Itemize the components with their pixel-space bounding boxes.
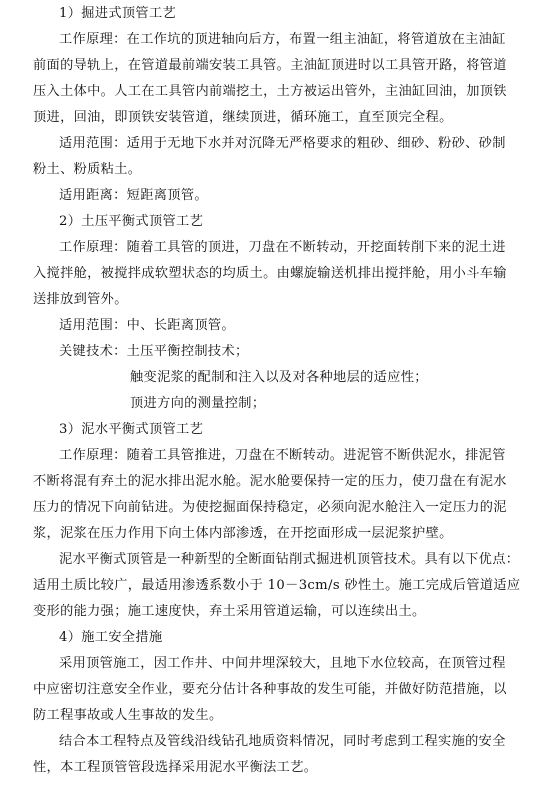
paragraph-line: 适用范围：适用于无地下水并对沉降无严格要求的粗砂、细砂、粉砂、砂制 <box>59 136 506 151</box>
paragraph-line: 工作原理：随着工具管推进，刀盘在不断转动。进泥管不断供泥水，排泥管 <box>59 448 506 463</box>
paragraph-line: 浆，泥浆在压力作用下向土体内部渗透，在开挖面形成一层泥浆护壁。 <box>33 526 453 541</box>
paragraph-line: 压力的情况下向前钻进。为使挖掘面保持稳定，必须向泥水舱注入一定压力的泥 <box>33 500 507 515</box>
paragraph-line: 工作原理：随着工具管的顶进，刀盘在不断转动，开挖面转削下来的泥土进 <box>59 240 506 255</box>
paragraph-line: 入搅拌舱，被搅拌成软塑状态的均质土。由螺旋输送机排出搅拌舱，用小斗车输 <box>33 266 507 281</box>
paragraph-line: 工作原理：在工作坑的顶进轴向后方，布置一组主油缸，将管道放在主油缸 <box>59 32 506 47</box>
paragraph-line: 顶进方向的测量控制； <box>130 396 266 411</box>
paragraph-line: 采用顶管施工，因工作井、中间井埋深较大，且地下水位较高，在顶管过程 <box>59 656 506 671</box>
paragraph-line: 关键技术：土压平衡控制技术； <box>59 344 249 359</box>
paragraph-line: 不断将混有弃土的泥水排出泥水舱。泥水舱要保持一定的压力，使刀盘在有泥水 <box>33 474 507 489</box>
paragraph-line: 压入土体中。人工在工具管内前端挖土，土方被运出管外，主油缸回油，加顶铁 <box>33 84 507 99</box>
paragraph-line: 中应密切注意安全作业，要充分估计各种事故的发生可能，并做好防范措施，以 <box>33 682 507 697</box>
paragraph-line: 结合本工程特点及管线沿线钻孔地质资料情况，同时考虑到工程实施的安全 <box>59 734 506 749</box>
heading-section-1: 1）掘进式顶管工艺 <box>59 6 177 21</box>
heading-section-4: 4）施工安全措施 <box>59 630 163 645</box>
paragraph-line: 送排放到管外。 <box>33 292 128 307</box>
paragraph-line: 粉土、粉质粘土。 <box>33 162 142 177</box>
paragraph-line: 顶进，回油，即顶铁安装管道，继续顶进，循环施工，直至顶完全程。 <box>33 110 453 125</box>
heading-section-2: 2）土压平衡式顶管工艺 <box>59 214 204 229</box>
paragraph-line: 变形的能力强；施工速度快，弃土采用管道运输，可以连续出土。 <box>33 604 426 619</box>
paragraph-line: 适用范围：中、长距离顶管。 <box>59 318 235 333</box>
paragraph-line: 防工程事故或人生事故的发生。 <box>33 708 223 723</box>
paragraph-line: 前面的导轨上，在管道最前端安装工具管。主油缸顶进时以工具管开路，将管道 <box>33 58 507 73</box>
heading-section-3: 3）泥水平衡式顶管工艺 <box>59 422 204 437</box>
paragraph-line: 触变泥浆的配制和注入以及对各种地层的适应性； <box>130 370 428 385</box>
paragraph-line: 泥水平衡式顶管是一种新型的全断面钻削式掘进机顶管技术。具有以下优点： <box>59 552 520 567</box>
paragraph-line: 性，本工程顶管管段选择采用泥水平衡法工艺。 <box>33 760 318 775</box>
paragraph-line: 适用距离：短距离顶管。 <box>59 188 208 203</box>
paragraph-line: 适用土质比较广，最适用渗透系数小于 10－3cm/s 砂性土。施工完成后管道适应 <box>33 578 521 593</box>
